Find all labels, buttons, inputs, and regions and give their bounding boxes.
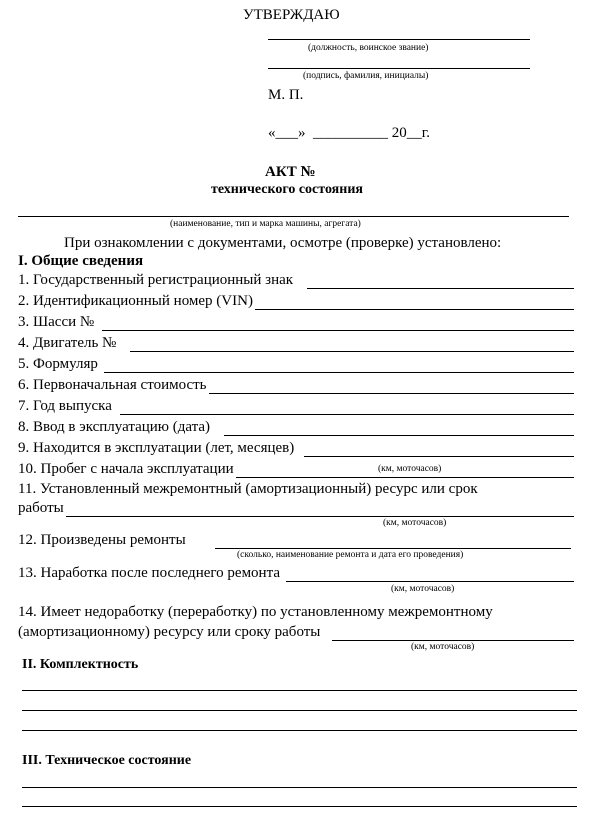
item-12-field[interactable] <box>215 548 571 549</box>
item-9[interactable] <box>18 439 574 457</box>
date-day-blank[interactable]: ___ <box>275 125 298 141</box>
stamp-label: М. П. <box>268 87 304 103</box>
item-11-continuation: работы <box>18 500 64 516</box>
item-11-row[interactable] <box>18 499 574 517</box>
machine-name-caption: (наименование, тип и марка машины, агрегата) <box>170 219 361 229</box>
item-4-field[interactable] <box>130 337 574 352</box>
item-14-field[interactable] <box>332 626 574 641</box>
item-8-field[interactable] <box>224 421 574 436</box>
intro-text: При ознакомлении с документами, осмотре (проверке) установлено: <box>64 235 502 251</box>
item-11-text: 11. Установленный межремонтный (амортизационный) ресурс или срок <box>18 481 478 497</box>
item-11-field[interactable] <box>66 502 574 517</box>
item-1-label: 1. Государственный регистрационный знак <box>18 272 294 288</box>
item-7-label: 7. Год выпуска <box>18 398 112 414</box>
item-14-continuation: (амортизационному) ресурсу или сроку работы <box>18 624 321 640</box>
item-3-field[interactable] <box>102 316 574 331</box>
date-year: 20__г. <box>391 125 430 141</box>
item-1-field[interactable] <box>307 274 574 289</box>
item-8[interactable] <box>18 418 574 436</box>
item-1[interactable] <box>18 271 574 289</box>
act-subtitle: технического состояния <box>211 182 363 197</box>
item-5[interactable] <box>18 355 574 373</box>
item-2[interactable] <box>18 292 574 310</box>
act-title: АКТ № <box>265 164 316 180</box>
item-11-caption: (км, моточасов) <box>383 518 447 528</box>
item-13-label: 13. Наработка после последнего ремонта <box>18 565 280 581</box>
signature-line[interactable] <box>268 68 530 69</box>
item-12-label: 12. Произведены ремонты <box>18 532 186 548</box>
completeness-line-3[interactable] <box>22 730 577 731</box>
item-10[interactable] <box>18 460 574 478</box>
item-13-caption: (км, моточасов) <box>391 584 455 594</box>
item-2-label: 2. Идентификационный номер (VIN) <box>18 293 253 309</box>
completeness-line-2[interactable] <box>22 710 577 711</box>
item-5-label: 5. Формуляр <box>18 356 98 372</box>
item-5-field[interactable] <box>104 358 574 373</box>
item-10-caption: (км, моточасов) <box>378 464 442 474</box>
approval-heading: УТВЕРЖДАЮ <box>243 7 340 23</box>
position-caption: (должность, воинское звание) <box>308 43 429 53</box>
condition-line-2[interactable] <box>22 806 577 807</box>
item-14-row[interactable] <box>18 623 574 641</box>
completeness-line-1[interactable] <box>22 690 577 691</box>
item-9-label: 9. Находится в эксплуатации (лет, месяцев) <box>18 440 295 456</box>
signature-caption: (подпись, фамилия, инициалы) <box>303 71 429 81</box>
item-6-field[interactable] <box>209 379 574 394</box>
item-3[interactable] <box>18 313 574 331</box>
approval-date[interactable] <box>268 124 430 142</box>
item-4-label: 4. Двигатель № <box>18 335 117 351</box>
section1-heading: I. Общие сведения <box>18 253 144 269</box>
section2-heading: II. Комплектность <box>22 657 139 672</box>
item-2-field[interactable] <box>255 295 574 310</box>
item-8-label: 8. Ввод в эксплуатацию (дата) <box>18 419 211 435</box>
item-14-caption: (км, моточасов) <box>411 642 475 652</box>
date-close-quote: » <box>298 125 306 141</box>
item-13-field[interactable] <box>286 567 574 582</box>
item-6[interactable] <box>18 376 574 394</box>
item-12-caption: (сколько, наименование ремонта и дата его проведения) <box>237 550 464 560</box>
date-month-blank[interactable]: __________ <box>313 125 388 141</box>
machine-name-line[interactable] <box>18 216 569 217</box>
date-open-quote: « <box>268 125 276 141</box>
item-6-label: 6. Первоначальная стоимость <box>18 377 207 393</box>
item-3-label: 3. Шасси № <box>18 314 95 330</box>
item-14-text: 14. Имеет недоработку (переработку) по установленному межремонтному <box>18 604 493 620</box>
item-10-label: 10. Пробег с начала эксплуатации <box>18 461 234 477</box>
item-7[interactable] <box>18 397 574 415</box>
item-7-field[interactable] <box>120 400 574 415</box>
section3-heading: III. Техническое состояние <box>22 753 192 768</box>
item-9-field[interactable] <box>304 442 574 457</box>
condition-line-1[interactable] <box>22 787 577 788</box>
item-13[interactable] <box>18 564 574 582</box>
item-4[interactable] <box>18 334 574 352</box>
position-line[interactable] <box>268 39 530 40</box>
